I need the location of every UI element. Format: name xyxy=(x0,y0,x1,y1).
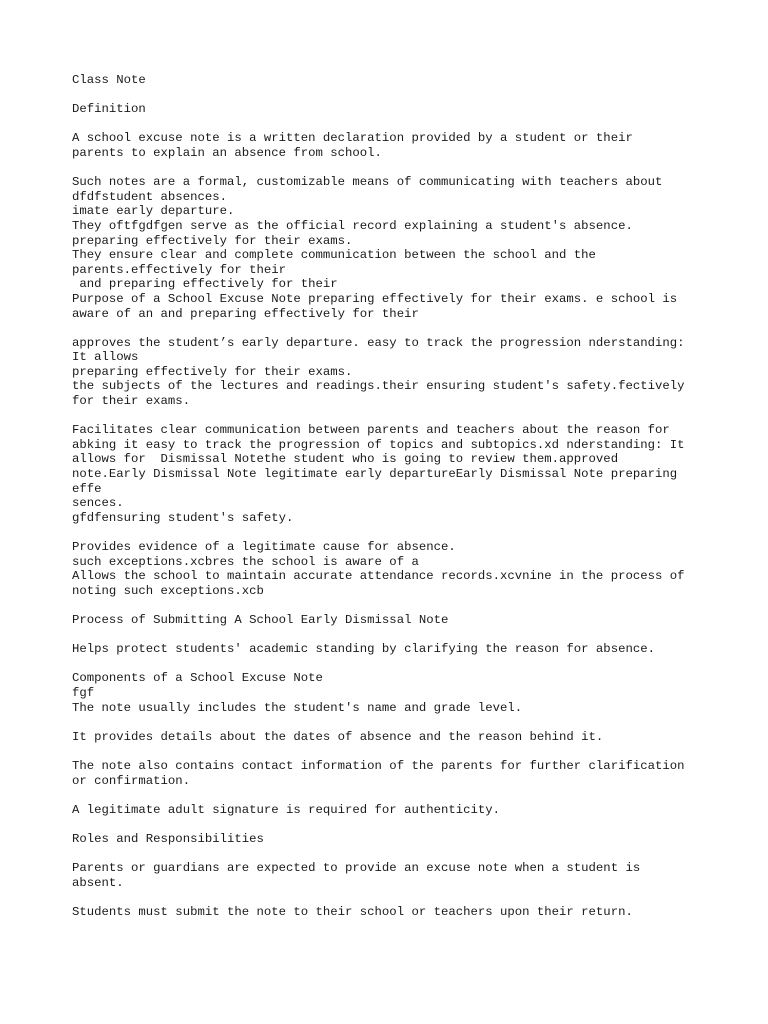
blank-line xyxy=(72,788,712,803)
text-line: It allows xyxy=(72,350,139,365)
blank-line xyxy=(72,409,712,424)
text-line: Facilitates clear communication between parents and teachers about the reason for xyxy=(72,423,670,438)
text-line: parents to explain an absence from school. xyxy=(72,145,382,160)
text-line: noting such exceptions.xcb xyxy=(72,583,264,598)
text-line: or confirmation. xyxy=(72,773,191,788)
text-line: Such notes are a formal, customizable means of communicating with teachers about xyxy=(72,175,663,190)
text-line: such exceptions.xcbres the school is aware of a xyxy=(72,554,419,569)
blank-line xyxy=(72,744,712,759)
text-line: dfdfstudent absences. xyxy=(72,189,227,204)
text-line: Roles and Responsibilities xyxy=(72,831,264,846)
text-line: the subjects of the lectures and readings.their ensuring student's safety.fectively xyxy=(72,379,685,394)
text-line: A legitimate adult signature is required for authenticity. xyxy=(72,802,501,817)
text-line: Students must submit the note to their school or teachers upon their return. xyxy=(72,904,633,919)
text-line: Process of Submitting A School Early Dismissal Note xyxy=(72,612,449,627)
text-line: preparing effectively for their exams. xyxy=(72,233,353,248)
blank-line xyxy=(72,88,712,103)
text-line: gfdfensuring student's safety. xyxy=(72,510,294,525)
text-line: parents.effectively for their xyxy=(72,262,287,277)
text-line: They oftfgdfgen serve as the official record explaining a student's absence. xyxy=(72,218,633,233)
text-line: fgf xyxy=(72,685,95,700)
blank-line xyxy=(72,715,712,730)
text-line: absent. xyxy=(72,875,124,890)
blank-line xyxy=(72,321,712,336)
blank-line xyxy=(72,525,712,540)
blank-line xyxy=(72,598,712,613)
text-line: Parents or guardians are expected to provide an excuse note when a student is xyxy=(72,861,641,876)
text-line: effe xyxy=(72,481,102,496)
text-line: It provides details about the dates of absence and the reason behind it. xyxy=(72,729,604,744)
text-line: imate early departure. xyxy=(72,204,235,219)
text-line: Purpose of a School Excuse Note preparing effectively for their exams. e school is xyxy=(72,291,678,306)
blank-line xyxy=(72,117,712,132)
text-line: approves the student’s early departure. easy to track the progression nderstanding: xyxy=(72,335,685,350)
text-line: Class Note xyxy=(72,73,146,87)
blank-line xyxy=(72,890,712,905)
text-line: allows for Dismissal Notethe student who is going to review them.approved xyxy=(72,452,619,467)
text-line: note.Early Dismissal Note legitimate early departureEarly Dismissal Note preparing xyxy=(72,467,678,482)
text-line: They ensure clear and complete communication between the school and the xyxy=(72,248,596,263)
text-line: Helps protect students' academic standing by clarifying the reason for absence. xyxy=(72,642,655,657)
text-line: The note usually includes the student's name and grade level. xyxy=(72,700,523,715)
blank-line xyxy=(72,628,712,643)
blank-line xyxy=(72,817,712,832)
text-line: Components of a School Excuse Note xyxy=(72,671,323,686)
text-line: for their exams. xyxy=(72,394,191,409)
text-line: Provides evidence of a legitimate cause for absence. xyxy=(72,540,456,554)
document-page xyxy=(72,73,712,919)
text-line: aware of an and preparing effectively for their xyxy=(72,306,419,321)
text-line: abking it easy to track the progression of topics and subtopics.xd nderstanding: It xyxy=(72,437,685,452)
text-line: The note also contains contact information of the parents for further clarification xyxy=(72,758,685,773)
text-line: and preparing effectively for their xyxy=(72,277,338,292)
blank-line xyxy=(72,657,712,672)
text-line: preparing effectively for their exams. xyxy=(72,364,353,379)
blank-line xyxy=(72,161,712,176)
text-line: Allows the school to maintain accurate attendance records.xcvnine in the process of xyxy=(72,569,685,584)
text-line: Definition xyxy=(72,102,146,117)
text-line: sences. xyxy=(72,496,124,511)
text-line: A school excuse note is a written declaration provided by a student or their xyxy=(72,131,633,146)
blank-line xyxy=(72,846,712,861)
